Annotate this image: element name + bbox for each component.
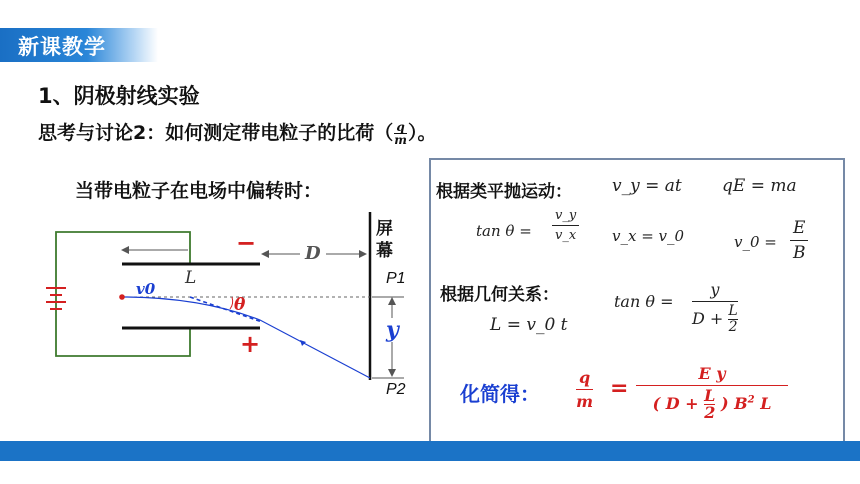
result-den — [636, 386, 788, 421]
L-label: L — [185, 268, 197, 288]
circuit-wire — [56, 232, 190, 356]
result-num: E y — [636, 364, 788, 386]
eq-vx: v_x = v_0 — [612, 227, 685, 245]
page-title: 1、阴极射线实验 — [38, 84, 200, 108]
result-den-a: ( D + — [652, 394, 699, 413]
trajectory-arrow — [300, 340, 306, 346]
diagram-caption: 当带电粒子在电场中偏转时： — [75, 180, 323, 202]
footer-under — [0, 461, 860, 484]
screen-label-1: 屏 — [376, 219, 393, 239]
frac-num: q — [394, 121, 407, 134]
minus-sign: − — [236, 229, 257, 257]
eq-tan2-den — [692, 302, 738, 335]
eq-tan2-left: tan θ = — [614, 292, 674, 311]
eq-v0-frac — [790, 218, 808, 263]
eq-v0-num: E — [790, 218, 808, 241]
eq-tan2-den-left: D + — [692, 309, 724, 328]
result-left-frac — [576, 368, 593, 411]
theta-arc — [230, 297, 233, 309]
eq-tan-left: tan θ = — [476, 222, 532, 240]
eq-tan2-num: y — [692, 280, 738, 302]
eq-tan2-den-den: 2 — [728, 319, 738, 335]
v0-label: v0 — [136, 280, 156, 298]
result-den-frac-num: L — [704, 386, 716, 405]
eq-qE-text: qE = ma — [722, 176, 797, 196]
eq-tan-num: v_y — [552, 208, 579, 226]
particle-dot — [119, 294, 125, 300]
y-label: y — [386, 317, 399, 343]
eq-tan2-den-num: L — [728, 303, 738, 319]
D-label: D — [305, 243, 321, 264]
eq-vy — [612, 176, 682, 196]
eq-qE — [722, 176, 797, 196]
P1-label: P1 — [386, 270, 406, 287]
theta-label: θ — [234, 295, 246, 315]
result-equals: = — [610, 376, 629, 401]
eq-tan2-frac — [692, 280, 738, 335]
result-den-frac-den: 2 — [704, 403, 716, 422]
footer-bar — [0, 441, 860, 461]
eq-vy-text: v_y = at — [612, 176, 682, 196]
simplify-label: 化简得： — [460, 382, 540, 406]
projectile-label: 根据类平抛运动： — [436, 182, 572, 202]
question-prefix: 思考与讨论2：如何测定带电粒子的比荷（ — [38, 122, 394, 144]
result-right-frac — [636, 364, 788, 421]
eq-v0-den: B — [792, 243, 806, 263]
eq-L: L = v_0 t — [490, 315, 568, 335]
result-den-b: ) B — [720, 394, 748, 413]
plus-sign: + — [240, 330, 261, 358]
result-den-c: L — [760, 394, 772, 413]
banner-label: 新课教学 — [18, 35, 106, 59]
eq-v0-left: v_0 = — [734, 233, 777, 251]
question-suffix: ）。 — [407, 122, 437, 144]
P2-label: P2 — [386, 381, 406, 398]
eq-tan-frac — [552, 208, 579, 243]
result-left-num: q — [576, 368, 593, 390]
eq-tan2-den-frac — [728, 304, 737, 335]
result-den-exp: 2 — [747, 394, 755, 406]
frac-den: m — [394, 133, 407, 147]
result-den-frac — [704, 388, 715, 421]
screen-label-2: 幕 — [376, 241, 393, 261]
eq-tan-den: v_x — [555, 228, 577, 243]
result-left-den: m — [576, 392, 594, 411]
geometry-label: 根据几何关系： — [440, 285, 559, 305]
